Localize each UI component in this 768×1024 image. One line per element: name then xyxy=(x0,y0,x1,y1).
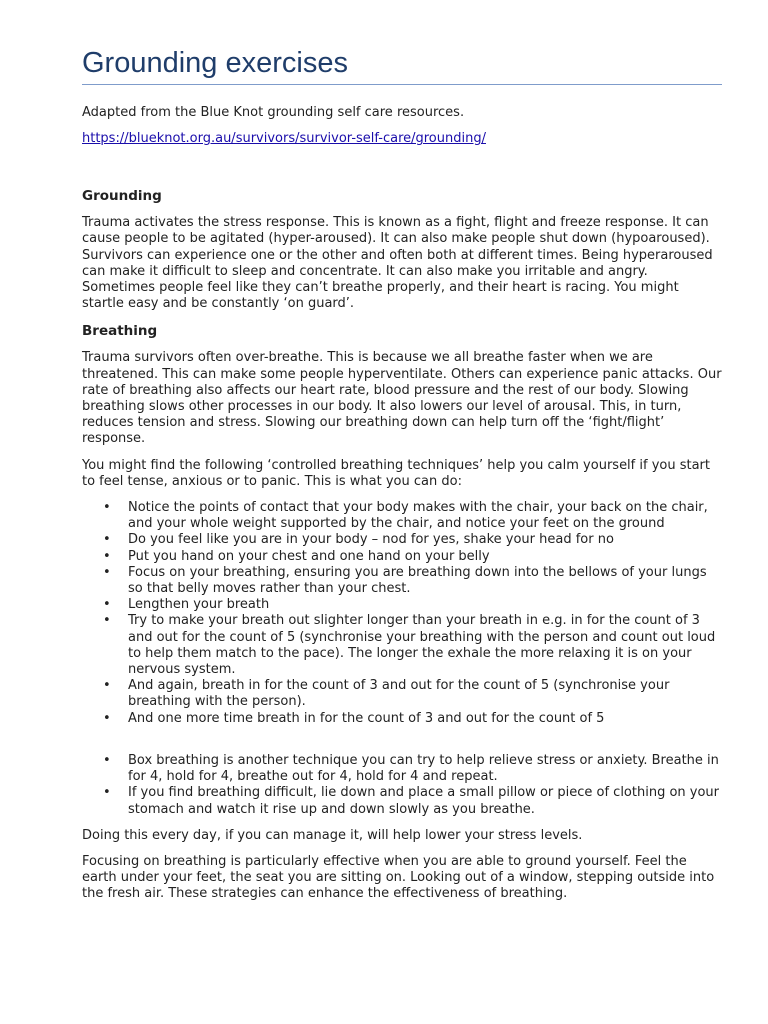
list-spacer xyxy=(82,737,722,753)
bullet-marker: • xyxy=(103,785,111,801)
bullet-marker: • xyxy=(103,532,111,548)
bullet-marker: • xyxy=(103,564,111,580)
heading-breathing: Breathing xyxy=(82,323,158,340)
list-item-text: If you find breathing difficult, lie down and place a small pillow or piece of clothing on your stomach and watch it rise up and down slowly as you breathe. xyxy=(128,785,720,817)
document-title: Grounding exercises xyxy=(82,44,722,85)
breathing-paragraph-1: Trauma survivors often over-breathe. This is because we all breathe faster when we are threatened. This can make some people hyperventilate. Others can experience panic attacks. Our rate of breathing also affects our heart rate, blood pressure and the rest of our body. Slowing breathing slows other processes in our body. It also lowers our level of arousal. This, in turn, reduces tension and stress. Slowing our breathing down can help turn off the ‘fight/flight’ response. xyxy=(82,350,722,447)
list-item xyxy=(82,532,722,548)
bullet-marker: • xyxy=(103,613,111,629)
closing-paragraph-1: Doing this every day, if you can manage it, will help lower your stress levels. xyxy=(82,827,583,843)
list-item xyxy=(82,785,722,817)
bullet-marker: • xyxy=(103,710,111,726)
bullet-marker: • xyxy=(103,597,111,613)
list-item xyxy=(82,500,722,532)
document-page xyxy=(82,44,722,913)
bullet-marker: • xyxy=(103,548,111,564)
list-item-text: Try to make your breath out slighter longer than your breath in e.g. in for the count of 3 and out for the count of 5 (synchronise your breathing with the person and count out loud to help them match to the pace). The longer the exhale the more relaxing it is on your nervous system. xyxy=(128,613,716,678)
intro-text: Adapted from the Blue Knot grounding self care resources. xyxy=(82,105,465,120)
list-item-text: Put you hand on your chest and one hand on your belly xyxy=(128,548,490,564)
list-item xyxy=(82,753,722,785)
list-item-text: Notice the points of contact that your body makes with the chair, your back on the chair, and your whole weight supported by the chair, and notice your feet on the ground xyxy=(128,500,708,532)
list-item-text: Box breathing is another technique you can try to help relieve stress or anxiety. Breathe in for 4, hold for 4, breathe out for 4, hold for 4 and repeat. xyxy=(128,752,719,785)
breathing-paragraph-2: You might find the following ‘controlled breathing techniques’ help you calm yourself if you start to feel tense, anxious or to panic. This is what you can do: xyxy=(82,457,710,489)
list-item-text: And again, breath in for the count of 3 and out for the count of 5 (synchronise your breathing with the person). xyxy=(128,678,670,710)
grounding-paragraph: Trauma activates the stress response. This is known as a fight, flight and freeze response. It can cause people to be agitated (hyper-aroused). It can also make people shut down (hypoaroused). Survivors can experience one or the other and often both at different times. Being hyperaroused can make it difficult to sleep and concentrate. It can also make you irritable and angry. Sometimes people feel like they can’t breathe properly, and their heart is racing. You might startle easy and be constantly ‘on guard’. xyxy=(82,215,713,312)
list-item xyxy=(82,613,722,678)
bullet-marker: • xyxy=(103,500,111,516)
list-item-text: Lengthen your breath xyxy=(128,597,270,613)
list-item xyxy=(82,549,722,565)
breathing-steps-list xyxy=(82,500,722,727)
list-item xyxy=(82,711,722,727)
list-item xyxy=(82,678,722,710)
bullet-marker: • xyxy=(103,752,111,768)
bullet-marker: • xyxy=(103,678,111,694)
list-item-text: Focus on your breathing, ensuring you are breathing down into the bellows of your lungs so that belly moves rather than your chest. xyxy=(128,564,707,597)
heading-grounding: Grounding xyxy=(82,188,162,205)
additional-techniques-list xyxy=(82,753,722,818)
list-item-text: Do you feel like you are in your body – nod for yes, shake your head for no xyxy=(128,532,614,548)
list-item xyxy=(82,597,722,613)
list-item xyxy=(82,565,722,597)
closing-paragraph-2: Focusing on breathing is particularly effective when you are able to ground yourself. Feel the earth under your feet, the seat you are sitting on. Looking out of a window, stepping outside into the fresh air. These strategies can enhance the effectiveness of breathing. xyxy=(82,853,715,902)
source-link[interactable]: https://blueknot.org.au/survivors/survivor-self-care/grounding/ xyxy=(82,131,486,147)
list-item-text: And one more time breath in for the count of 3 and out for the count of 5 xyxy=(128,710,605,726)
